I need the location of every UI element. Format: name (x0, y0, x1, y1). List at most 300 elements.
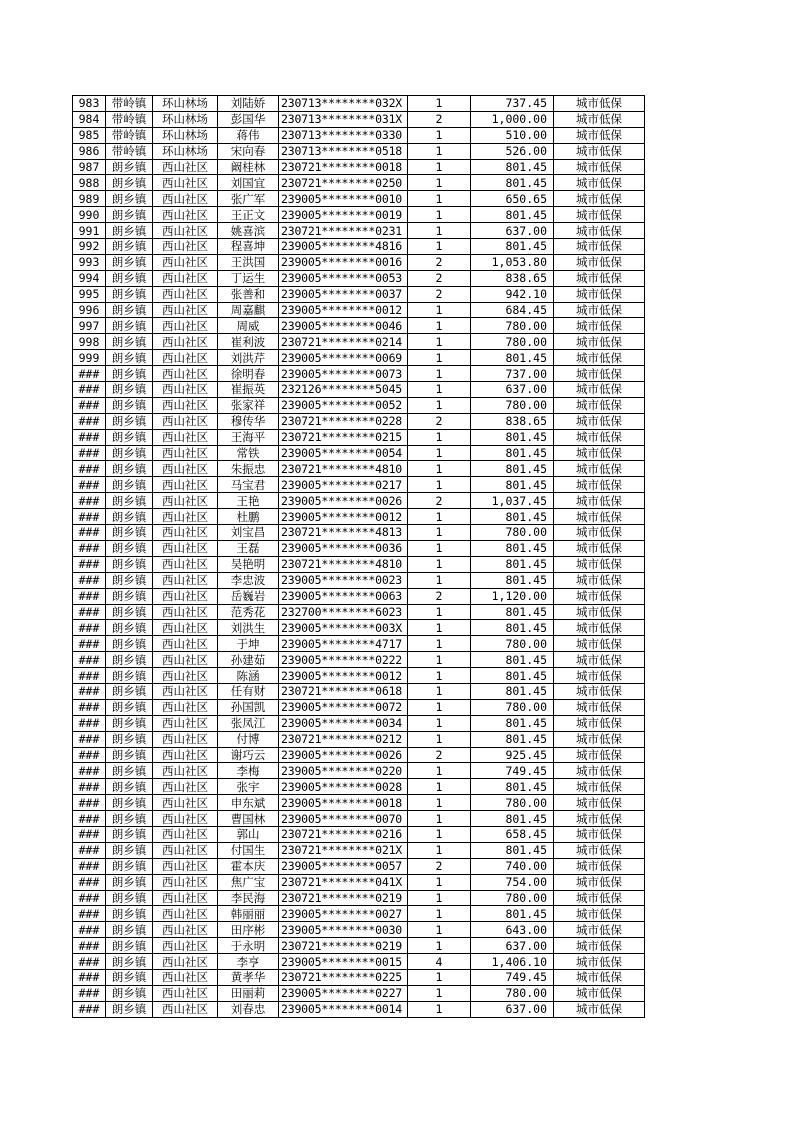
name-cell: 霍本庆 (218, 858, 279, 874)
id-number-cell: 239005********4717 (279, 636, 408, 652)
community-cell: 环山林场 (153, 127, 218, 143)
table-row (73, 318, 645, 334)
id-number-cell: 239005********0028 (279, 779, 408, 795)
id-number-cell: 239005********003X (279, 620, 408, 636)
table-row (73, 890, 645, 906)
subsidy-type-cell: 城市低保 (554, 985, 645, 1001)
id-number-cell: 239005********0030 (279, 922, 408, 938)
table-row (73, 445, 645, 461)
amount-cell: 801.45 (471, 731, 554, 747)
serial-number-cell: ### (73, 938, 106, 954)
household-count-cell: 1 (408, 366, 471, 382)
subsidy-type-cell: 城市低保 (554, 302, 645, 318)
community-cell: 西山社区 (153, 207, 218, 223)
household-count-cell: 1 (408, 969, 471, 985)
serial-number-cell: 989 (73, 191, 106, 207)
subsidy-type-cell: 城市低保 (554, 239, 645, 255)
name-cell: 马宝君 (218, 477, 279, 493)
household-count-cell: 1 (408, 175, 471, 191)
town-cell: 朗乡镇 (106, 969, 153, 985)
table-row (73, 477, 645, 493)
subsidy-type-cell: 城市低保 (554, 620, 645, 636)
town-cell: 朗乡镇 (106, 874, 153, 890)
town-cell: 朗乡镇 (106, 429, 153, 445)
name-cell: 穆传华 (218, 413, 279, 429)
town-cell: 朗乡镇 (106, 572, 153, 588)
community-cell: 西山社区 (153, 826, 218, 842)
community-cell: 西山社区 (153, 858, 218, 874)
community-cell: 西山社区 (153, 668, 218, 684)
table-row (73, 938, 645, 954)
town-cell: 朗乡镇 (106, 382, 153, 398)
serial-number-cell: ### (73, 922, 106, 938)
household-count-cell: 2 (408, 858, 471, 874)
community-cell: 西山社区 (153, 715, 218, 731)
household-count-cell: 1 (408, 572, 471, 588)
table-row (73, 715, 645, 731)
community-cell: 西山社区 (153, 1001, 218, 1017)
name-cell: 张凤江 (218, 715, 279, 731)
serial-number-cell: ### (73, 509, 106, 525)
table-body (73, 96, 645, 1018)
amount-cell: 942.10 (471, 286, 554, 302)
amount-cell: 801.45 (471, 906, 554, 922)
community-cell: 西山社区 (153, 350, 218, 366)
subsidy-type-cell: 城市低保 (554, 683, 645, 699)
table-row (73, 826, 645, 842)
amount-cell: 1,120.00 (471, 588, 554, 604)
table-row (73, 906, 645, 922)
name-cell: 刘春忠 (218, 1001, 279, 1017)
id-number-cell: 230721********0018 (279, 159, 408, 175)
community-cell: 西山社区 (153, 922, 218, 938)
town-cell: 朗乡镇 (106, 699, 153, 715)
town-cell: 朗乡镇 (106, 842, 153, 858)
serial-number-cell: ### (73, 779, 106, 795)
household-count-cell: 1 (408, 127, 471, 143)
amount-cell: 780.00 (471, 397, 554, 413)
subsidy-type-cell: 城市低保 (554, 779, 645, 795)
amount-cell: 801.45 (471, 159, 554, 175)
subsidy-type-cell: 城市低保 (554, 96, 645, 112)
serial-number-cell: ### (73, 890, 106, 906)
amount-cell: 510.00 (471, 127, 554, 143)
table-row (73, 954, 645, 970)
table-row (73, 683, 645, 699)
name-cell: 程喜坤 (218, 239, 279, 255)
id-number-cell: 230713********031X (279, 111, 408, 127)
community-cell: 西山社区 (153, 556, 218, 572)
town-cell: 朗乡镇 (106, 652, 153, 668)
household-count-cell: 1 (408, 223, 471, 239)
household-count-cell: 1 (408, 96, 471, 112)
household-count-cell: 1 (408, 461, 471, 477)
subsidy-type-cell: 城市低保 (554, 588, 645, 604)
amount-cell: 780.00 (471, 890, 554, 906)
amount-cell: 838.65 (471, 413, 554, 429)
subsidy-type-cell: 城市低保 (554, 445, 645, 461)
amount-cell: 526.00 (471, 143, 554, 159)
subsidy-type-cell: 城市低保 (554, 525, 645, 541)
subsidy-type-cell: 城市低保 (554, 556, 645, 572)
household-count-cell: 1 (408, 207, 471, 223)
table-row (73, 588, 645, 604)
name-cell: 田序彬 (218, 922, 279, 938)
amount-cell: 650.65 (471, 191, 554, 207)
community-cell: 西山社区 (153, 731, 218, 747)
town-cell: 朗乡镇 (106, 477, 153, 493)
subsidy-type-cell: 城市低保 (554, 699, 645, 715)
table-row (73, 207, 645, 223)
serial-number-cell: 998 (73, 334, 106, 350)
town-cell: 朗乡镇 (106, 668, 153, 684)
town-cell: 朗乡镇 (106, 239, 153, 255)
town-cell: 带岭镇 (106, 96, 153, 112)
town-cell: 朗乡镇 (106, 191, 153, 207)
id-number-cell: 239005********0036 (279, 540, 408, 556)
town-cell: 朗乡镇 (106, 413, 153, 429)
name-cell: 岳巍岩 (218, 588, 279, 604)
household-count-cell: 1 (408, 1001, 471, 1017)
household-count-cell: 2 (408, 493, 471, 509)
subsidy-type-cell: 城市低保 (554, 747, 645, 763)
subsidy-type-cell: 城市低保 (554, 270, 645, 286)
table-row (73, 747, 645, 763)
household-count-cell: 1 (408, 191, 471, 207)
table-row (73, 699, 645, 715)
serial-number-cell: ### (73, 540, 106, 556)
table-row (73, 493, 645, 509)
household-count-cell: 1 (408, 715, 471, 731)
serial-number-cell: 991 (73, 223, 106, 239)
id-number-cell: 239005********0034 (279, 715, 408, 731)
amount-cell: 801.45 (471, 239, 554, 255)
serial-number-cell: ### (73, 842, 106, 858)
household-count-cell: 1 (408, 842, 471, 858)
serial-number-cell: ### (73, 636, 106, 652)
community-cell: 西山社区 (153, 779, 218, 795)
household-count-cell: 1 (408, 604, 471, 620)
amount-cell: 749.45 (471, 969, 554, 985)
household-count-cell: 2 (408, 286, 471, 302)
id-number-cell: 230721********0216 (279, 826, 408, 842)
table-row (73, 668, 645, 684)
subsidy-type-cell: 城市低保 (554, 159, 645, 175)
community-cell: 西山社区 (153, 636, 218, 652)
town-cell: 朗乡镇 (106, 938, 153, 954)
amount-cell: 838.65 (471, 270, 554, 286)
name-cell: 崔利波 (218, 334, 279, 350)
subsidy-type-cell: 城市低保 (554, 111, 645, 127)
town-cell: 朗乡镇 (106, 556, 153, 572)
id-number-cell: 239005********0037 (279, 286, 408, 302)
name-cell: 张家祥 (218, 397, 279, 413)
id-number-cell: 239005********0054 (279, 445, 408, 461)
name-cell: 周嘉麒 (218, 302, 279, 318)
community-cell: 西山社区 (153, 620, 218, 636)
amount-cell: 637.00 (471, 1001, 554, 1017)
name-cell: 付博 (218, 731, 279, 747)
amount-cell: 801.45 (471, 461, 554, 477)
id-number-cell: 239005********0012 (279, 302, 408, 318)
name-cell: 韩丽丽 (218, 906, 279, 922)
name-cell: 李民海 (218, 890, 279, 906)
subsidy-type-cell: 城市低保 (554, 954, 645, 970)
name-cell: 朱振忠 (218, 461, 279, 477)
serial-number-cell: ### (73, 366, 106, 382)
serial-number-cell: ### (73, 683, 106, 699)
household-count-cell: 1 (408, 302, 471, 318)
name-cell: 丁运生 (218, 270, 279, 286)
amount-cell: 1,053.80 (471, 254, 554, 270)
table-row (73, 159, 645, 175)
table-row (73, 461, 645, 477)
town-cell: 朗乡镇 (106, 922, 153, 938)
amount-cell: 801.45 (471, 620, 554, 636)
id-number-cell: 239005********0015 (279, 954, 408, 970)
subsidy-type-cell: 城市低保 (554, 636, 645, 652)
name-cell: 李忠波 (218, 572, 279, 588)
serial-number-cell: ### (73, 652, 106, 668)
name-cell: 郭山 (218, 826, 279, 842)
community-cell: 西山社区 (153, 588, 218, 604)
subsidy-type-cell: 城市低保 (554, 191, 645, 207)
id-number-cell: 230721********0215 (279, 429, 408, 445)
name-cell: 曹国林 (218, 811, 279, 827)
subsidy-type-cell: 城市低保 (554, 509, 645, 525)
town-cell: 朗乡镇 (106, 493, 153, 509)
amount-cell: 780.00 (471, 985, 554, 1001)
household-count-cell: 1 (408, 318, 471, 334)
amount-cell: 1,000.00 (471, 111, 554, 127)
amount-cell: 754.00 (471, 874, 554, 890)
community-cell: 西山社区 (153, 191, 218, 207)
amount-cell: 801.45 (471, 350, 554, 366)
serial-number-cell: 990 (73, 207, 106, 223)
serial-number-cell: 995 (73, 286, 106, 302)
id-number-cell: 230721********0212 (279, 731, 408, 747)
community-cell: 环山林场 (153, 111, 218, 127)
subsidy-type-cell: 城市低保 (554, 858, 645, 874)
community-cell: 西山社区 (153, 525, 218, 541)
amount-cell: 684.45 (471, 302, 554, 318)
amount-cell: 925.45 (471, 747, 554, 763)
id-number-cell: 230721********0231 (279, 223, 408, 239)
subsidy-type-cell: 城市低保 (554, 254, 645, 270)
serial-number-cell: ### (73, 747, 106, 763)
name-cell: 刘陆娇 (218, 96, 279, 112)
household-count-cell: 1 (408, 239, 471, 255)
subsidy-type-cell: 城市低保 (554, 334, 645, 350)
subsidy-type-cell: 城市低保 (554, 350, 645, 366)
town-cell: 朗乡镇 (106, 254, 153, 270)
subsidy-type-cell: 城市低保 (554, 826, 645, 842)
id-number-cell: 230721********021X (279, 842, 408, 858)
town-cell: 朗乡镇 (106, 604, 153, 620)
name-cell: 刘洪生 (218, 620, 279, 636)
community-cell: 西山社区 (153, 811, 218, 827)
name-cell: 周威 (218, 318, 279, 334)
id-number-cell: 239005********0070 (279, 811, 408, 827)
id-number-cell: 230713********032X (279, 96, 408, 112)
subsidy-type-cell: 城市低保 (554, 493, 645, 509)
household-count-cell: 1 (408, 938, 471, 954)
id-number-cell: 239005********0026 (279, 747, 408, 763)
id-number-cell: 239005********0012 (279, 668, 408, 684)
id-number-cell: 239005********0016 (279, 254, 408, 270)
town-cell: 朗乡镇 (106, 795, 153, 811)
serial-number-cell: ### (73, 811, 106, 827)
community-cell: 西山社区 (153, 429, 218, 445)
amount-cell: 637.00 (471, 382, 554, 398)
id-number-cell: 239005********0069 (279, 350, 408, 366)
town-cell: 朗乡镇 (106, 302, 153, 318)
serial-number-cell: 984 (73, 111, 106, 127)
town-cell: 朗乡镇 (106, 540, 153, 556)
household-count-cell: 1 (408, 906, 471, 922)
subsidy-type-cell: 城市低保 (554, 318, 645, 334)
town-cell: 朗乡镇 (106, 334, 153, 350)
table-row (73, 96, 645, 112)
amount-cell: 801.45 (471, 445, 554, 461)
table-row (73, 223, 645, 239)
serial-number-cell: ### (73, 588, 106, 604)
table-row (73, 254, 645, 270)
amount-cell: 801.45 (471, 668, 554, 684)
subsidy-type-cell: 城市低保 (554, 175, 645, 191)
town-cell: 朗乡镇 (106, 461, 153, 477)
id-number-cell: 230721********0618 (279, 683, 408, 699)
table-row (73, 540, 645, 556)
subsidy-type-cell: 城市低保 (554, 540, 645, 556)
id-number-cell: 239005********0046 (279, 318, 408, 334)
serial-number-cell: ### (73, 826, 106, 842)
serial-number-cell: ### (73, 715, 106, 731)
community-cell: 西山社区 (153, 318, 218, 334)
amount-cell: 780.00 (471, 525, 554, 541)
id-number-cell: 239005********0053 (279, 270, 408, 286)
town-cell: 朗乡镇 (106, 620, 153, 636)
serial-number-cell: 994 (73, 270, 106, 286)
serial-number-cell: ### (73, 445, 106, 461)
id-number-cell: 230721********041X (279, 874, 408, 890)
name-cell: 王正文 (218, 207, 279, 223)
subsidy-type-cell: 城市低保 (554, 382, 645, 398)
name-cell: 孙国凯 (218, 699, 279, 715)
subsidy-type-cell: 城市低保 (554, 668, 645, 684)
table-row (73, 811, 645, 827)
table-row (73, 604, 645, 620)
amount-cell: 801.45 (471, 429, 554, 445)
town-cell: 朗乡镇 (106, 1001, 153, 1017)
table-row (73, 302, 645, 318)
serial-number-cell: ### (73, 1001, 106, 1017)
table-row (73, 763, 645, 779)
name-cell: 刘宝昌 (218, 525, 279, 541)
serial-number-cell: ### (73, 429, 106, 445)
name-cell: 徐明春 (218, 366, 279, 382)
serial-number-cell: ### (73, 763, 106, 779)
town-cell: 朗乡镇 (106, 270, 153, 286)
id-number-cell: 239005********4816 (279, 239, 408, 255)
id-number-cell: 232700********6023 (279, 604, 408, 620)
amount-cell: 801.45 (471, 175, 554, 191)
id-number-cell: 232126********5045 (279, 382, 408, 398)
community-cell: 西山社区 (153, 985, 218, 1001)
town-cell: 朗乡镇 (106, 445, 153, 461)
serial-number-cell: ### (73, 906, 106, 922)
household-count-cell: 1 (408, 763, 471, 779)
table-row (73, 525, 645, 541)
household-count-cell: 1 (408, 350, 471, 366)
id-number-cell: 239005********0019 (279, 207, 408, 223)
household-count-cell: 1 (408, 334, 471, 350)
town-cell: 朗乡镇 (106, 747, 153, 763)
serial-number-cell: ### (73, 604, 106, 620)
community-cell: 西山社区 (153, 445, 218, 461)
community-cell: 环山林场 (153, 96, 218, 112)
community-cell: 西山社区 (153, 413, 218, 429)
household-count-cell: 1 (408, 668, 471, 684)
community-cell: 西山社区 (153, 477, 218, 493)
table-row (73, 842, 645, 858)
name-cell: 田丽莉 (218, 985, 279, 1001)
community-cell: 西山社区 (153, 540, 218, 556)
subsidy-type-cell: 城市低保 (554, 127, 645, 143)
town-cell: 朗乡镇 (106, 683, 153, 699)
household-count-cell: 2 (408, 588, 471, 604)
household-count-cell: 1 (408, 429, 471, 445)
household-count-cell: 2 (408, 747, 471, 763)
serial-number-cell: ### (73, 397, 106, 413)
household-count-cell: 1 (408, 382, 471, 398)
town-cell: 朗乡镇 (106, 525, 153, 541)
community-cell: 西山社区 (153, 509, 218, 525)
community-cell: 西山社区 (153, 683, 218, 699)
amount-cell: 801.45 (471, 842, 554, 858)
serial-number-cell: ### (73, 572, 106, 588)
table-row (73, 334, 645, 350)
id-number-cell: 230721********0214 (279, 334, 408, 350)
household-count-cell: 1 (408, 556, 471, 572)
name-cell: 黄孝华 (218, 969, 279, 985)
community-cell: 西山社区 (153, 763, 218, 779)
serial-number-cell: ### (73, 954, 106, 970)
town-cell: 朗乡镇 (106, 715, 153, 731)
household-count-cell: 1 (408, 699, 471, 715)
town-cell: 带岭镇 (106, 143, 153, 159)
table-row (73, 969, 645, 985)
id-number-cell: 230721********0228 (279, 413, 408, 429)
id-number-cell: 239005********0222 (279, 652, 408, 668)
amount-cell: 801.45 (471, 604, 554, 620)
community-cell: 西山社区 (153, 906, 218, 922)
id-number-cell: 239005********0220 (279, 763, 408, 779)
name-cell: 谢巧云 (218, 747, 279, 763)
name-cell: 阚桂林 (218, 159, 279, 175)
name-cell: 张广军 (218, 191, 279, 207)
town-cell: 朗乡镇 (106, 286, 153, 302)
community-cell: 环山林场 (153, 143, 218, 159)
table-row (73, 429, 645, 445)
community-cell: 西山社区 (153, 572, 218, 588)
household-count-cell: 1 (408, 509, 471, 525)
town-cell: 朗乡镇 (106, 636, 153, 652)
town-cell: 朗乡镇 (106, 826, 153, 842)
name-cell: 王海平 (218, 429, 279, 445)
table-row (73, 175, 645, 191)
serial-number-cell: ### (73, 699, 106, 715)
